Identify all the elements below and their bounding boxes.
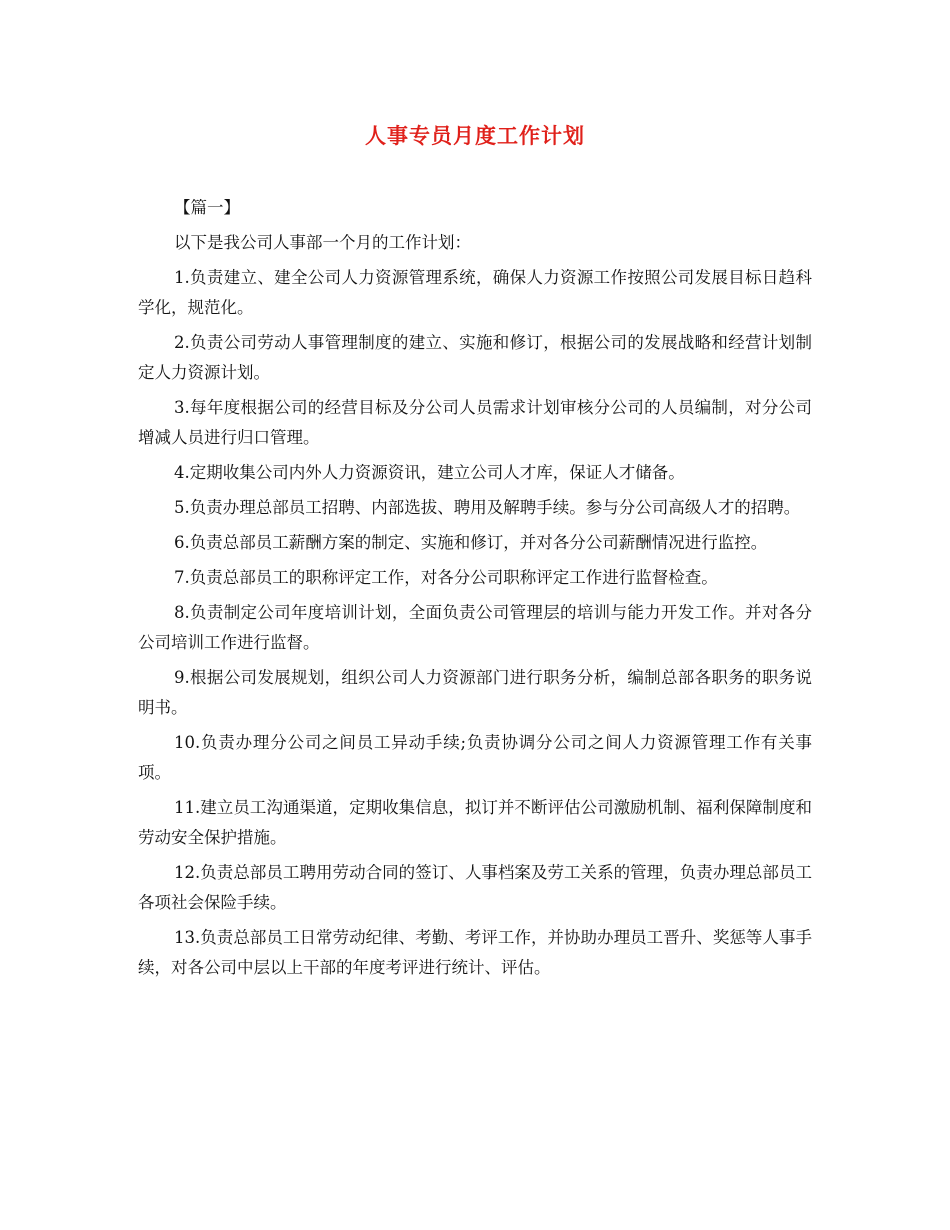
list-item: 8.负责制定公司年度培训计划，全面负责公司管理层的培训与能力开发工作。并对各分公司培训工作进行监督。 <box>138 603 812 652</box>
list-item: 4.定期收集公司内外人力资源资讯，建立公司人才库，保证人才储备。 <box>174 463 685 482</box>
list-item: 7.负责总部员工的职称评定工作，对各分公司职称评定工作进行监督检查。 <box>174 568 718 587</box>
section-label: 【篇一】 <box>174 198 240 217</box>
list-item: 2.负责公司劳动人事管理制度的建立、实施和修订，根据公司的发展战略和经营计划制定人力资源计划。 <box>138 333 812 382</box>
list-item: 12.负责总部员工聘用劳动合同的签订、人事档案及劳工关系的管理，负责办理总部员工各项社会保险手续。 <box>138 863 812 912</box>
list-item: 3.每年度根据公司的经营目标及分公司人员需求计划审核分公司的人员编制，对分公司增减人员进行归口管理。 <box>138 398 812 447</box>
list-item: 11.建立员工沟通渠道，定期收集信息，拟订并不断评估公司激励机制、福利保障制度和劳动安全保护措施。 <box>138 798 812 847</box>
list-item: 5.负责办理总部员工招聘、内部选拔、聘用及解聘手续。参与分公司高级人才的招聘。 <box>174 498 801 517</box>
document-title: 人事专员月度工作计划 <box>365 123 585 148</box>
list-item: 10.负责办理分公司之间员工异动手续;负责协调分公司之间人力资源管理工作有关事项。 <box>138 733 812 782</box>
intro-paragraph: 以下是我公司人事部一个月的工作计划： <box>174 233 471 252</box>
list-item: 9.根据公司发展规划，组织公司人力资源部门进行职务分析，编制总部各职务的职务说明书。 <box>138 668 812 717</box>
list-item: 13.负责总部员工日常劳动纪律、考勤、考评工作，并协助办理员工晋升、奖惩等人事手续，对各公司中层以上干部的年度考评进行统计、评估。 <box>138 928 812 977</box>
document-body <box>138 193 812 988</box>
list-item: 6.负责总部员工薪酬方案的制定、实施和修订，并对各分公司薪酬情况进行监控。 <box>174 533 768 552</box>
list-item: 1.负责建立、建全公司人力资源管理系统，确保人力资源工作按照公司发展目标日趋科学化，规范化。 <box>138 268 812 317</box>
